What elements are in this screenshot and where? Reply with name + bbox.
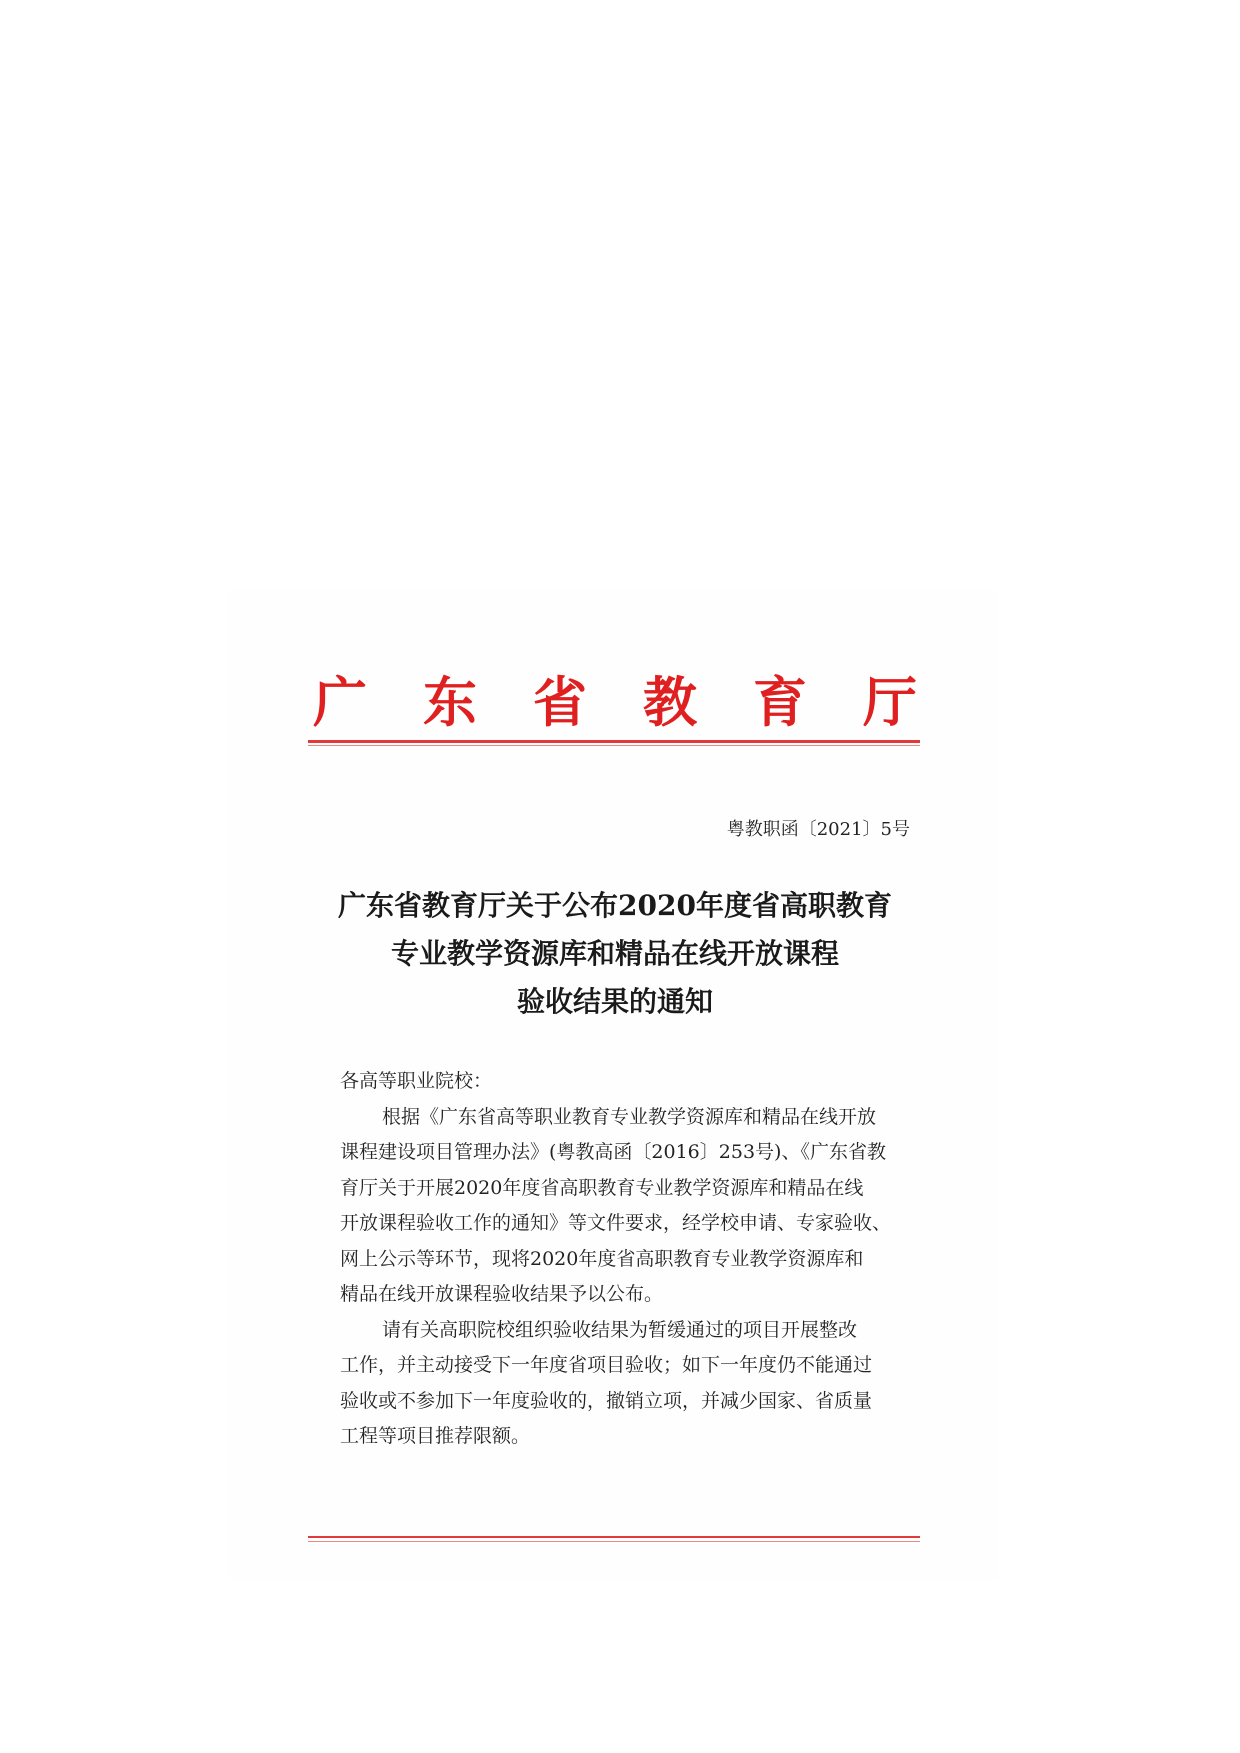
masthead-char: 教 (643, 670, 697, 734)
paragraph-line: 工作，并主动接受下一年度省项目验收；如下一年度仍不能通过 (340, 1354, 873, 1376)
title-line: 专业教学资源库和精品在线开放课程 (390, 937, 839, 970)
paragraph-line: 育厅关于开展2020年度省高职教育专业教学资源库和精品在线 (340, 1176, 864, 1199)
salutation: 各高等职业院校： (340, 1070, 493, 1092)
paragraph-line: 请有关高职院校组织验收结果为暂缓通过的项目开展整改 (382, 1318, 858, 1341)
masthead-char: 东 (423, 670, 477, 734)
masthead-char: 广 (313, 670, 367, 734)
paragraph-line: 网上公示等环节，现将2020年度省高职教育专业教学资源库和 (340, 1247, 864, 1270)
document-title (300, 882, 930, 1026)
footer-divider (308, 1536, 920, 1538)
document-number: 粤教职函〔2021〕5号 (726, 819, 910, 840)
masthead-char: 厅 (863, 670, 917, 734)
paragraph-line: 课程建设项目管理办法》(粤教高函〔2016〕253号)、《广东省教 (340, 1141, 886, 1163)
paragraph-line: 验收或不参加下一年度验收的，撤销立项，并减少国家、省质量 (340, 1389, 873, 1412)
title-line: 验收结果的通知 (516, 985, 713, 1018)
masthead-char: 育 (753, 670, 807, 734)
masthead-title (310, 672, 920, 732)
title-line: 广东省教育厅关于公布2020年度省高职教育 (338, 889, 892, 922)
paragraph-line: 精品在线开放课程验收结果予以公布。 (340, 1283, 664, 1305)
document-body (340, 1064, 912, 1455)
paragraph-line: 开放课程验收工作的通知》等文件要求，经学校申请、专家验收、 (340, 1212, 892, 1234)
masthead-char: 省 (533, 670, 587, 734)
masthead-divider (308, 740, 920, 743)
paragraph-line: 工程等项目推荐限额。 (340, 1425, 531, 1447)
paragraph-line: 根据《广东省高等职业教育专业教学资源库和精品在线开放 (382, 1105, 877, 1128)
